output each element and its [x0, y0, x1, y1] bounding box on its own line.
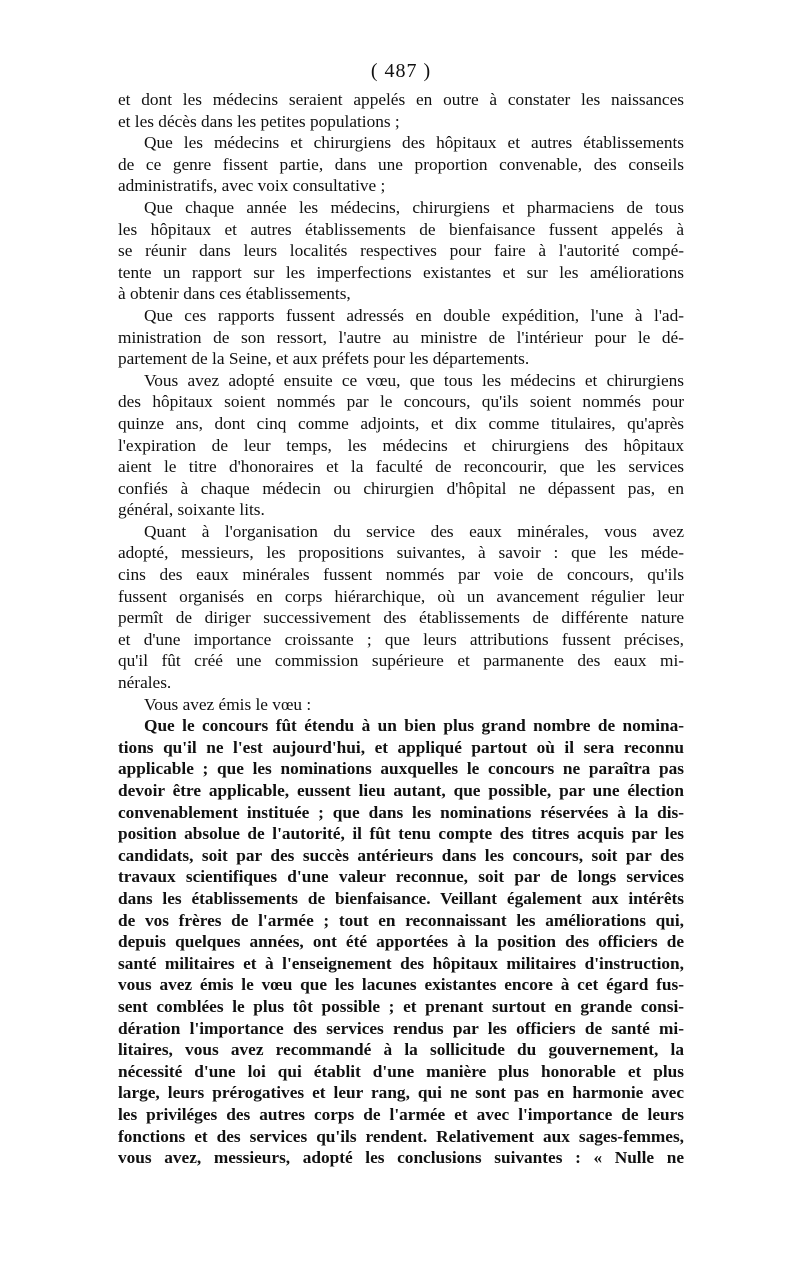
body-text — [118, 89, 684, 1169]
bold-text-region — [118, 715, 684, 1168]
text-line: litaires, vous avez recommandé à la sollicitude du gouvernement, la — [118, 1040, 684, 1060]
text-line: vous avez, messieurs, adopté les conclusions suivantes : « Nulle ne — [118, 1148, 684, 1168]
text-line: Vous avez adopté ensuite ce vœu, que tous les médecins et chirurgiens — [144, 370, 684, 390]
text-line: fonctions et des services qu'ils rendent. Relativement aux sages-femmes, — [118, 1126, 684, 1146]
text-line: l'expiration de leur temps, les médecins et chirurgiens des hôpitaux — [118, 435, 684, 455]
text-line: et dont les médecins seraient appelés en outre à constater les naissances — [118, 90, 684, 109]
text-line: général, soixante lits. — [118, 500, 265, 520]
text-line: les hôpitaux et autres établissements de bienfaisance fussent appelés à — [118, 219, 684, 239]
text-line: tions qu'il ne l'est aujourd'hui, et appliqué partout où il sera reconnu — [118, 737, 684, 757]
text-line: nérales. — [118, 673, 172, 693]
page-number: ( 487 ) — [370, 60, 432, 82]
text-line: position absolue de l'autorité, il fût tenu compte des titres acquis par les — [118, 824, 684, 844]
text-line: nécessité d'une loi qui établit d'une manière plus honorable et plus — [118, 1061, 684, 1081]
text-line: de ce genre fissent partie, dans une proportion convenable, des conseils — [118, 154, 684, 174]
text-line: Que le concours fût étendu à un bien plus grand nombre de nomina- — [144, 716, 684, 736]
text-line: les priviléges des autres corps de l'armée et avec l'importance de leurs — [118, 1104, 684, 1124]
text-line: quinze ans, dont cinq comme adjoints, et dix comme titulaires, qu'après — [118, 413, 684, 433]
text-line: se réunir dans leurs localités respectives pour faire à l'autorité compé- — [118, 241, 684, 261]
text-line: tente un rapport sur les imperfections existantes et sur les améliorations — [118, 262, 684, 282]
text-line: applicable ; que les nominations auxquelles le concours ne paraîtra pas — [118, 759, 684, 779]
text-line: à obtenir dans ces établissements, — [118, 284, 351, 304]
text-line: qu'il fût créé une commission supérieure et parmanente des eaux mi- — [118, 651, 684, 671]
text-line: confiés à chaque médecin ou chirurgien d'hôpital ne dépassent pas, en — [118, 478, 684, 498]
text-line: Que ces rapports fussent adressés en double expédition, l'une à l'ad- — [144, 305, 684, 325]
text-line: et les décès dans les petites populations ; — [118, 111, 400, 131]
text-line: dération l'importance des services rendus par les officiers de santé mi- — [118, 1018, 684, 1038]
text-line: de vos frères de l'armée ; tout en reconnaissant les améliorations qui, — [118, 910, 684, 930]
text-line: fussent organisés en corps hiérarchique, où un avancement régulier leur — [118, 586, 684, 606]
text-line: sent comblées le plus tôt possible ; et prenant surtout en grande consi- — [118, 996, 684, 1016]
text-line: aient le titre d'honoraires et la faculté de reconcourir, que les services — [118, 457, 684, 477]
text-line: administratifs, avec voix consultative ; — [118, 176, 386, 196]
text-line: dans les établissements de bienfaisance. Veillant également aux intérêts — [118, 888, 684, 908]
text-line: travaux scientifiques d'une valeur reconnue, soit par de longs services — [118, 867, 684, 887]
text-line: Que les médecins et chirurgiens des hôpitaux et autres établissements — [144, 133, 684, 153]
text-line: santé militaires et à l'enseignement des hôpitaux militaires d'instruction, — [118, 953, 684, 973]
text-line: permît de diriger successivement des établissements de différente nature — [118, 608, 684, 628]
text-line: Vous avez émis le vœu : — [144, 694, 312, 714]
text-line: ministration de son ressort, l'autre au ministre de l'intérieur pour le dé- — [118, 327, 684, 347]
text-line: adopté, messieurs, les propositions suivantes, à savoir : que les méde- — [118, 543, 684, 563]
text-line: large, leurs prérogatives et leur rang, qui ne sont pas en harmonie avec — [118, 1083, 684, 1103]
text-line: partement de la Seine, et aux préfets pour les départements. — [118, 349, 530, 369]
text-line: et d'une importance croissante ; que leurs attributions fussent précises, — [118, 629, 684, 649]
text-line: Que chaque année les médecins, chirurgiens et pharmaciens de tous — [144, 197, 684, 217]
text-line: vous avez émis le vœu que les lacunes existantes encore à cet égard fus- — [118, 975, 684, 995]
text-line: des hôpitaux soient nommés par le concours, qu'ils soient nommés pour — [118, 392, 684, 412]
text-line: devoir être applicable, eussent lieu autant, que possible, par une élection — [118, 781, 684, 800]
document-page — [118, 58, 684, 1169]
text-line: cins des eaux minérales fussent nommés par voie de concours, qu'ils — [118, 565, 684, 585]
text-line: convenablement instituée ; que dans les nominations réservées à la dis- — [118, 802, 684, 822]
text-line: depuis quelques années, ont été apportées à la position des officiers de — [118, 932, 684, 952]
text-line: candidats, soit par des succès antérieurs dans les concours, soit par des — [118, 845, 684, 865]
text-line: Quant à l'organisation du service des eaux minérales, vous avez — [144, 521, 684, 541]
